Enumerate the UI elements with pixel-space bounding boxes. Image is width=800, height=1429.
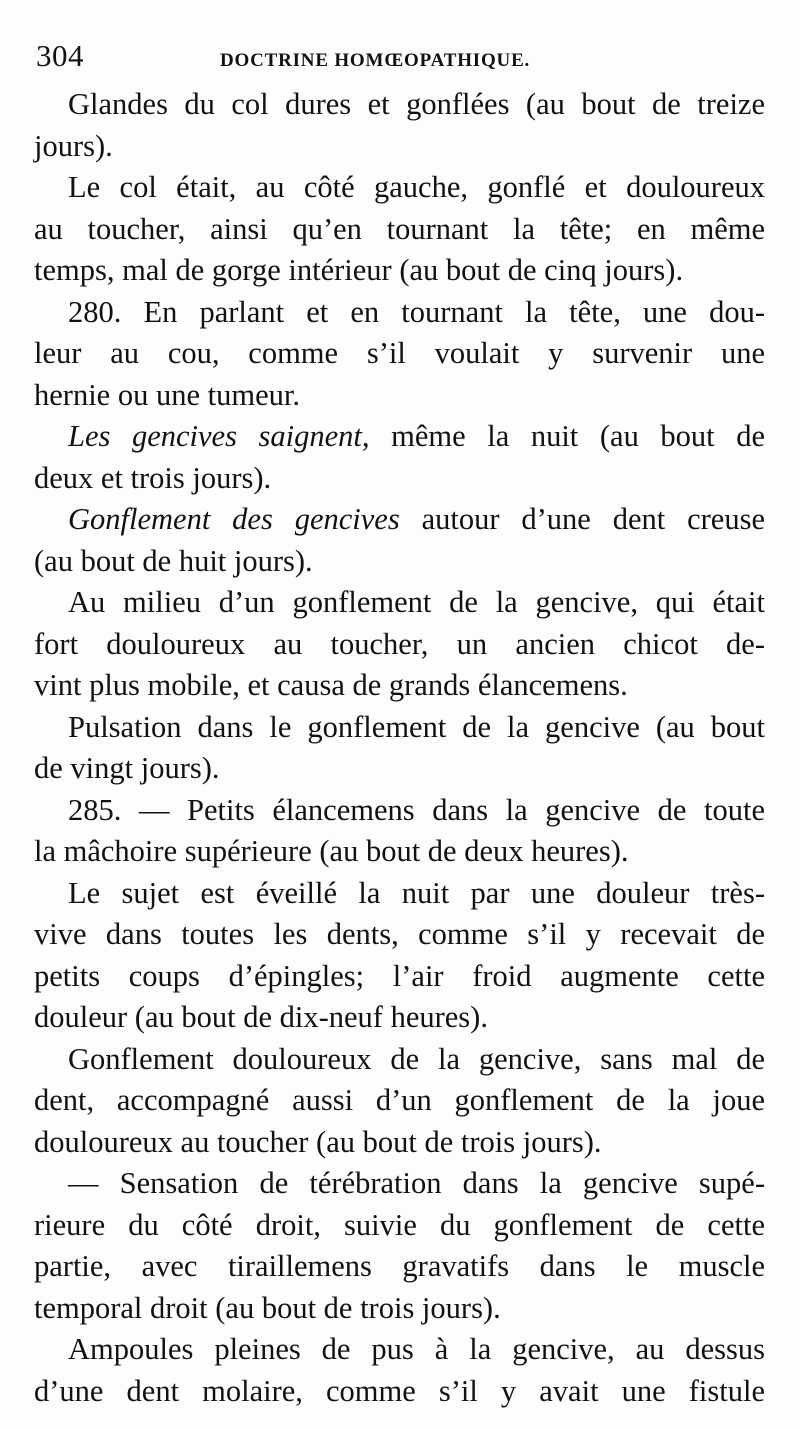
line-text: leur au cou, comme s’il voulait y survenir une: [34, 336, 765, 370]
text-line: [34, 416, 765, 458]
line-text: 285. — Petits élancemens dans la gencive de toute: [68, 792, 765, 827]
text-line: [34, 956, 765, 998]
text-line: [34, 375, 765, 417]
line-text: Au milieu d’un gonflement de la gencive, qui était: [68, 585, 765, 619]
line-text: vive dans toutes les dents, comme s’il y recevait de: [34, 917, 765, 951]
text-line: [34, 541, 765, 583]
line-text: dent, accompagné aussi d’un gonflement de la joue: [34, 1083, 765, 1117]
line-text: temps, mal de gorge intérieur (au bout de cinq jours).: [34, 253, 684, 287]
line-text: 280. En parlant et en tournant la tête, une dou-: [68, 294, 765, 329]
page-header: [30, 38, 770, 78]
line-text: vint plus mobile, et causa de grands élancemens.: [34, 668, 628, 702]
text-line: [34, 292, 765, 334]
line-text: partie, avec tiraillemens gravatifs dans le muscle: [34, 1249, 765, 1283]
text-line: [34, 1039, 765, 1081]
line-text: petits coups d’épingles; l’air froid augmente cette: [34, 958, 765, 993]
text-line: [34, 582, 765, 624]
text-line: [34, 997, 765, 1039]
text-line: [34, 499, 765, 541]
text-line: [34, 707, 765, 749]
text-line: [34, 624, 765, 666]
text-line: [34, 1163, 765, 1205]
running-head: DOCTRINE HOMŒOPATHIQUE.: [220, 50, 531, 71]
text-line: [34, 1205, 765, 1247]
line-text: au toucher, ainsi qu’en tournant la tête; en même: [34, 211, 765, 246]
line-text: — Sensation de térébration dans la gencive supé-: [68, 1166, 765, 1200]
line-text: d’une dent molaire, comme s’il y avait une fistule: [34, 1373, 765, 1408]
text-line: [34, 1371, 765, 1413]
text-line: [34, 1246, 765, 1288]
line-text: Glandes du col dures et gonflées (au bout de treize: [68, 87, 765, 121]
page-number: 304: [36, 38, 84, 73]
line-text: temporal droit (au bout de trois jours).: [34, 1290, 501, 1325]
text-line: [34, 914, 765, 956]
italic-term: Les gencives saignent,: [68, 419, 370, 453]
text-line: [34, 1080, 765, 1122]
line-text: Ampoules pleines de pus à la gencive, au dessus: [68, 1332, 765, 1366]
line-text: autour d’une dent creuse: [399, 502, 766, 536]
text-line: [34, 167, 765, 209]
line-text: fort douloureux au toucher, un ancien chicot de-: [34, 626, 765, 661]
text-line: [34, 84, 765, 126]
text-line: [34, 333, 765, 375]
text-line: [34, 250, 765, 292]
body-text: [34, 84, 765, 1412]
text-line: [34, 209, 765, 251]
line-text: Le sujet est éveillé la nuit par une douleur très-: [68, 875, 765, 910]
line-text: Pulsation dans le gonflement de la gencive (au bout: [68, 709, 765, 744]
text-line: [34, 790, 765, 832]
line-text: douloureux au toucher (au bout de trois jours).: [34, 1124, 602, 1159]
text-line: [34, 665, 765, 707]
italic-term: Gonflement des gencives: [68, 502, 400, 536]
text-line: [34, 1122, 765, 1164]
text-line: [34, 1288, 765, 1330]
text-line: [34, 1329, 765, 1371]
text-line: [34, 831, 765, 873]
line-text: jours).: [34, 128, 113, 163]
line-text: Gonflement douloureux de la gencive, sans mal de: [68, 1041, 765, 1076]
line-text: deux et trois jours).: [34, 460, 272, 495]
text-line: [34, 458, 765, 500]
line-text: douleur (au bout de dix-neuf heures).: [34, 1000, 488, 1034]
line-text: rieure du côté droit, suivie du gonflement de cette: [34, 1207, 765, 1242]
line-text: Le col était, au côté gauche, gonflé et douloureux: [68, 170, 765, 204]
line-text: de vingt jours).: [34, 751, 220, 785]
text-line: [34, 126, 765, 168]
line-text: hernie ou une tumeur.: [34, 377, 300, 412]
line-text: (au bout de huit jours).: [34, 543, 313, 578]
text-line: [34, 873, 765, 915]
line-text: même la nuit (au bout de: [369, 419, 766, 453]
line-text: la mâchoire supérieure (au bout de deux heures).: [34, 834, 629, 868]
text-line: [34, 748, 765, 790]
